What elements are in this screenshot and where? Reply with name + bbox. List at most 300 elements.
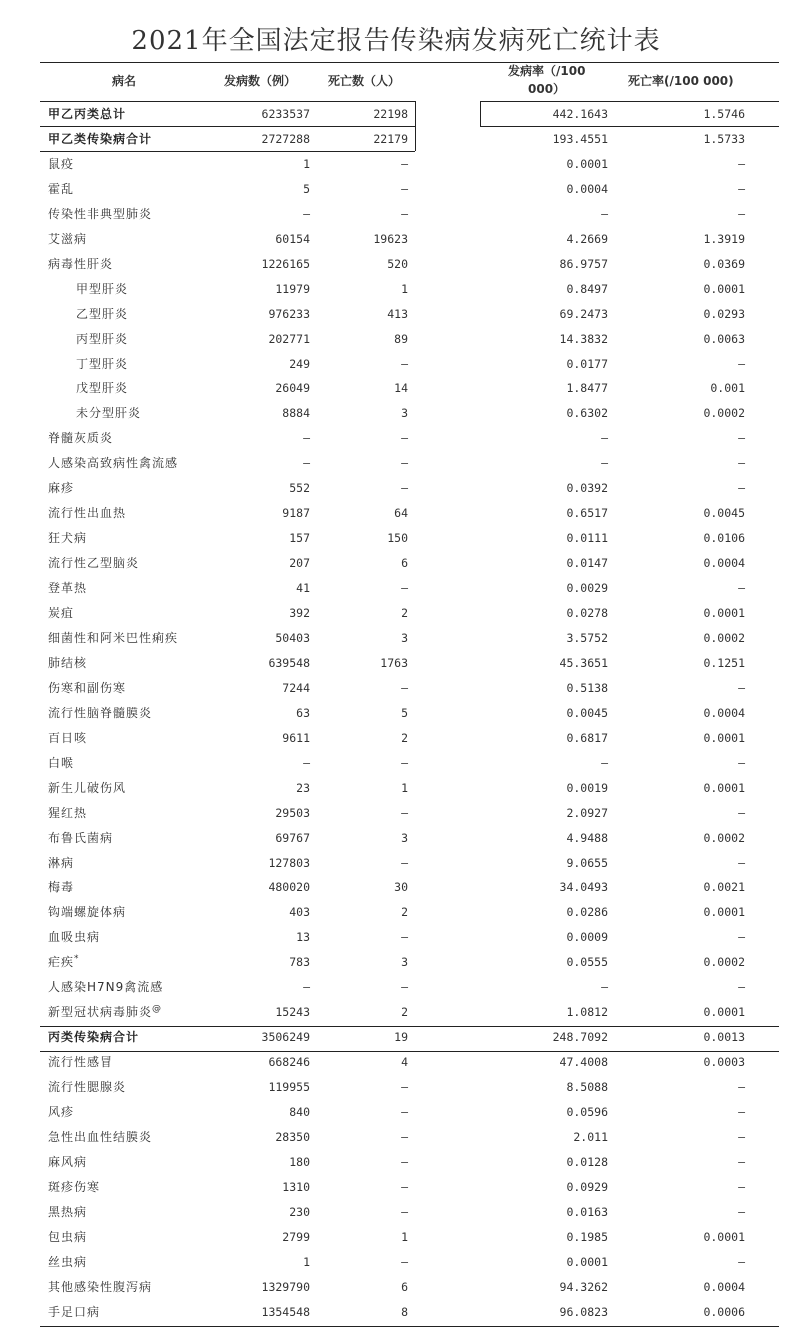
deaths-value: 1: [401, 282, 408, 296]
cases-value: 230: [289, 1205, 310, 1219]
table-row: [0, 102, 792, 127]
cases-value: –: [303, 456, 310, 470]
disease-name-text: 百日咳: [48, 731, 88, 745]
table-row: [0, 1225, 792, 1250]
deaths-value: 3: [401, 631, 408, 645]
cases-value: 207: [289, 556, 310, 570]
disease-name: [48, 1150, 87, 1175]
table-row: [0, 801, 792, 826]
table-row: [0, 826, 792, 851]
incidence-rate-value: 0.0045: [566, 706, 608, 720]
disease-name-text: 丙类传染病合计: [48, 1030, 140, 1044]
disease-name: [48, 726, 87, 751]
disease-name-text: 艾滋病: [48, 232, 88, 246]
death-rate-value: –: [738, 1155, 745, 1169]
disease-name: [48, 227, 87, 252]
incidence-rate-value: 0.0001: [566, 157, 608, 171]
death-rate-value: 0.0006: [703, 1305, 745, 1319]
deaths-value: –: [401, 182, 408, 196]
cases-value: 552: [289, 481, 310, 495]
deaths-value: 22198: [373, 107, 408, 121]
death-rate-value: 0.0002: [703, 955, 745, 969]
disease-name-text: 甲乙丙类总计: [48, 107, 127, 121]
death-rate-value: –: [738, 357, 745, 371]
death-rate-value: 0.001: [710, 381, 745, 395]
deaths-value: 4: [401, 1055, 408, 1069]
disease-name: [48, 426, 113, 451]
cases-value: 41: [296, 581, 310, 595]
cases-value: –: [303, 980, 310, 994]
deaths-value: 6: [401, 1280, 408, 1294]
deaths-value: –: [401, 157, 408, 171]
death-rate-value: –: [738, 1205, 745, 1219]
incidence-rate-value: 0.6517: [566, 506, 608, 520]
disease-name-text: 其他感染性腹泻病: [48, 1280, 153, 1294]
disease-name: [76, 376, 128, 401]
table-row: [0, 127, 792, 152]
incidence-rate-value: 0.0128: [566, 1155, 608, 1169]
deaths-value: 14: [394, 381, 408, 395]
table-top-rule: [40, 62, 779, 63]
cases-value: 2727288: [261, 132, 310, 146]
deaths-value: 22179: [373, 132, 408, 146]
deaths-value: –: [401, 1105, 408, 1119]
cases-value: 23: [296, 781, 310, 795]
table-row: [0, 302, 792, 327]
death-rate-value: 0.0002: [703, 631, 745, 645]
incidence-rate-value: 14.3832: [559, 332, 608, 346]
table-row: [0, 401, 792, 426]
disease-name: [48, 851, 74, 876]
disease-name-text: 包虫病: [48, 1230, 88, 1244]
incidence-rate-value: –: [601, 207, 608, 221]
disease-name-text: 黑热病: [48, 1205, 88, 1219]
incidence-rate-value: 1.0812: [566, 1005, 608, 1019]
disease-name-text: 伤寒和副伤寒: [48, 681, 127, 695]
disease-name: [48, 476, 74, 501]
disease-name-text: 炭疽: [48, 606, 75, 620]
death-rate-value: –: [738, 1080, 745, 1094]
incidence-rate-value: 45.3651: [559, 656, 608, 670]
table-row: [0, 1050, 792, 1075]
deaths-value: 19623: [373, 232, 408, 246]
disease-name: [48, 1025, 139, 1050]
disease-name: [48, 676, 126, 701]
incidence-rate-value: 4.2669: [566, 232, 608, 246]
incidence-rate-value: 47.4008: [559, 1055, 608, 1069]
cases-value: 180: [289, 1155, 310, 1169]
incidence-rate-value: 0.6817: [566, 731, 608, 745]
death-rate-value: 0.0001: [703, 1005, 745, 1019]
disease-name-text: 急性出血性结膜炎: [48, 1130, 153, 1144]
table-row: [0, 925, 792, 950]
footnote-mark: *: [74, 954, 80, 964]
disease-name: [48, 601, 74, 626]
cases-value: 28350: [275, 1130, 310, 1144]
incidence-rate-value: 8.5088: [566, 1080, 608, 1094]
death-rate-value: 0.0106: [703, 531, 745, 545]
disease-name: [48, 1300, 100, 1325]
disease-name: [48, 451, 178, 476]
table-row: [0, 576, 792, 601]
disease-name-text: 人感染H7N9禽流感: [48, 980, 164, 994]
disease-name-text: 细菌性和阿米巴性痢疾: [48, 631, 179, 645]
deaths-value: 2: [401, 731, 408, 745]
deaths-value: 1: [401, 781, 408, 795]
table-row: [0, 526, 792, 551]
incidence-rate-value: 0.0392: [566, 481, 608, 495]
deaths-value: –: [401, 1205, 408, 1219]
incidence-rate-value: 0.0929: [566, 1180, 608, 1194]
death-rate-value: –: [738, 456, 745, 470]
disease-name-text: 脊髓灰质炎: [48, 431, 114, 445]
deaths-value: 8: [401, 1305, 408, 1319]
incidence-rate-value: 0.0001: [566, 1255, 608, 1269]
disease-name-text: 丙型肝炎: [76, 332, 129, 346]
cases-value: 392: [289, 606, 310, 620]
cases-value: 29503: [275, 806, 310, 820]
death-rate-value: 0.0063: [703, 332, 745, 346]
disease-name: [48, 1225, 87, 1250]
cases-value: 1: [303, 157, 310, 171]
death-rate-value: 0.0002: [703, 406, 745, 420]
death-rate-value: 1.5746: [703, 107, 745, 121]
cases-value: 1354548: [261, 1305, 310, 1319]
cases-value: 7244: [282, 681, 310, 695]
incidence-rate-value: 3.5752: [566, 631, 608, 645]
table-row: [0, 376, 792, 401]
death-rate-value: 0.0013: [703, 1030, 745, 1044]
incidence-rate-value: 0.5138: [566, 681, 608, 695]
table-row: [0, 1200, 792, 1225]
disease-name-text: 登革热: [48, 581, 88, 595]
page-title: 2021年全国法定报告传染病发病死亡统计表: [131, 26, 661, 56]
cases-value: 119955: [268, 1080, 310, 1094]
disease-name-text: 流行性脑脊髓膜炎: [48, 706, 153, 720]
disease-name: [48, 1275, 152, 1300]
disease-name-text: 疟疾: [48, 955, 75, 969]
deaths-value: 520: [387, 257, 408, 271]
table-row: [0, 950, 792, 975]
disease-name-text: 钩端螺旋体病: [48, 905, 127, 919]
disease-name: [48, 1100, 74, 1125]
cases-value: –: [303, 431, 310, 445]
incidence-rate-value: 0.6302: [566, 406, 608, 420]
disease-name: [48, 127, 152, 152]
disease-name: [48, 501, 126, 526]
disease-name: [48, 1175, 100, 1200]
cases-value: 5: [303, 182, 310, 196]
table-row: [0, 1300, 792, 1325]
disease-name-text: 人感染高致病性禽流感: [48, 456, 179, 470]
death-rate-value: –: [738, 207, 745, 221]
incidence-rate-value: 0.0163: [566, 1205, 608, 1219]
disease-name: [48, 202, 152, 227]
disease-name-text: 病毒性肝炎: [48, 257, 114, 271]
incidence-rate-value: 34.0493: [559, 880, 608, 894]
deaths-value: –: [401, 681, 408, 695]
incidence-rate-value: 0.0019: [566, 781, 608, 795]
header-name: 病名: [112, 74, 137, 88]
disease-name-text: 手足口病: [48, 1305, 101, 1319]
cases-value: 127803: [268, 856, 310, 870]
incidence-rate-value: 0.1985: [566, 1230, 608, 1244]
death-rate-value: 1.5733: [703, 132, 745, 146]
death-rate-value: 0.0001: [703, 905, 745, 919]
table-row: [0, 1000, 792, 1025]
cases-value: 50403: [275, 631, 310, 645]
deaths-value: –: [401, 1255, 408, 1269]
disease-name: [48, 900, 126, 925]
death-rate-value: –: [738, 930, 745, 944]
disease-name: [48, 152, 74, 177]
disease-name: [76, 302, 128, 327]
death-rate-value: 0.0045: [703, 506, 745, 520]
cases-value: 9611: [282, 731, 310, 745]
table-row: [0, 277, 792, 302]
cases-value: 202771: [268, 332, 310, 346]
cases-value: –: [303, 756, 310, 770]
deaths-value: 1763: [380, 656, 408, 670]
incidence-rate-value: –: [601, 456, 608, 470]
incidence-rate-value: 0.0029: [566, 581, 608, 595]
incidence-rate-value: 0.0596: [566, 1105, 608, 1119]
disease-name: [48, 626, 178, 651]
table-row: [0, 701, 792, 726]
incidence-rate-value: –: [601, 431, 608, 445]
disease-name-text: 丝虫病: [48, 1255, 88, 1269]
cases-value: 8884: [282, 406, 310, 420]
incidence-rate-value: 1.8477: [566, 381, 608, 395]
table-row: [0, 227, 792, 252]
deaths-value: –: [401, 1130, 408, 1144]
table-row: [0, 900, 792, 925]
table-row: [0, 676, 792, 701]
cases-value: 639548: [268, 656, 310, 670]
table-row: [0, 1275, 792, 1300]
deaths-value: –: [401, 1180, 408, 1194]
deaths-value: –: [401, 980, 408, 994]
disease-name-text: 麻风病: [48, 1155, 88, 1169]
cases-value: 63: [296, 706, 310, 720]
incidence-rate-value: –: [601, 980, 608, 994]
incidence-rate-value: 0.0009: [566, 930, 608, 944]
footnote-mark: @: [152, 1004, 163, 1014]
death-rate-value: 0.0004: [703, 556, 745, 570]
disease-name-text: 猩红热: [48, 806, 88, 820]
death-rate-value: 1.3919: [703, 232, 745, 246]
disease-name-text: 霍乱: [48, 182, 75, 196]
cases-value: 60154: [275, 232, 310, 246]
incidence-rate-value: 69.2473: [559, 307, 608, 321]
disease-name: [76, 327, 128, 352]
deaths-value: 19: [394, 1030, 408, 1044]
disease-name-text: 鼠疫: [48, 157, 75, 171]
death-rate-value: 0.0002: [703, 831, 745, 845]
disease-name-text: 丁型肝炎: [76, 357, 129, 371]
disease-name-text: 流行性出血热: [48, 506, 127, 520]
deaths-value: 3: [401, 406, 408, 420]
disease-name-text: 甲型肝炎: [76, 282, 129, 296]
deaths-value: –: [401, 357, 408, 371]
cases-value: 783: [289, 955, 310, 969]
deaths-value: 64: [394, 506, 408, 520]
disease-name: [48, 1000, 162, 1025]
death-rate-value: –: [738, 1130, 745, 1144]
table-row: [0, 327, 792, 352]
table-row: [0, 202, 792, 227]
table-row: [0, 426, 792, 451]
disease-name: [48, 925, 100, 950]
disease-name: [76, 277, 128, 302]
disease-name-text: 流行性乙型脑炎: [48, 556, 140, 570]
disease-name: [48, 776, 126, 801]
deaths-value: 150: [387, 531, 408, 545]
incidence-rate-value: 442.1643: [552, 107, 608, 121]
table-row: [0, 751, 792, 776]
table-row: [0, 501, 792, 526]
cases-value: 15243: [275, 1005, 310, 1019]
deaths-value: 413: [387, 307, 408, 321]
incidence-rate-value: 0.0555: [566, 955, 608, 969]
cases-value: 249: [289, 357, 310, 371]
deaths-value: –: [401, 456, 408, 470]
disease-name-text: 新型冠状病毒肺炎: [48, 1005, 153, 1019]
incidence-rate-value: 0.0286: [566, 905, 608, 919]
cases-value: 1226165: [261, 257, 310, 271]
cases-value: 26049: [275, 381, 310, 395]
incidence-rate-value: 9.0655: [566, 856, 608, 870]
deaths-value: –: [401, 481, 408, 495]
cases-value: 157: [289, 531, 310, 545]
disease-name: [48, 102, 126, 127]
disease-name: [76, 401, 141, 426]
death-rate-value: –: [738, 481, 745, 495]
death-rate-value: –: [738, 980, 745, 994]
disease-name-text: 麻疹: [48, 481, 75, 495]
disease-name-text: 白喉: [48, 756, 75, 770]
table-row: [0, 601, 792, 626]
disease-name: [48, 551, 139, 576]
disease-name-text: 斑疹伤寒: [48, 1180, 101, 1194]
death-rate-value: –: [738, 681, 745, 695]
incidence-rate-value: 0.0147: [566, 556, 608, 570]
deaths-value: –: [401, 756, 408, 770]
deaths-value: –: [401, 1155, 408, 1169]
cases-value: 480020: [268, 880, 310, 894]
disease-name: [48, 826, 113, 851]
table-row: [0, 1150, 792, 1175]
death-rate-value: 0.0001: [703, 282, 745, 296]
cases-value: 2799: [282, 1230, 310, 1244]
disease-name-text: 戊型肝炎: [76, 381, 129, 395]
deaths-value: –: [401, 930, 408, 944]
disease-name: [48, 875, 74, 900]
incidence-rate-value: 193.4551: [552, 132, 608, 146]
header-incidence-rate: [508, 62, 585, 98]
death-rate-value: –: [738, 581, 745, 595]
header-death-rate: 死亡率(/100 000): [628, 74, 734, 88]
incidence-rate-value: 248.7092: [552, 1030, 608, 1044]
disease-name-text: 新生儿破伤风: [48, 781, 127, 795]
cases-value: 1329790: [261, 1280, 310, 1294]
disease-name-text: 血吸虫病: [48, 930, 101, 944]
cases-value: 6233537: [261, 107, 310, 121]
table-row: [0, 1175, 792, 1200]
death-rate-value: –: [738, 431, 745, 445]
death-rate-value: –: [738, 806, 745, 820]
deaths-value: 30: [394, 880, 408, 894]
death-rate-value: –: [738, 856, 745, 870]
incidence-rate-value: 2.011: [573, 1130, 608, 1144]
table-row: [0, 352, 792, 377]
deaths-value: 3: [401, 831, 408, 845]
header-incidence-rate-line2: 000）: [528, 82, 566, 96]
table-row: [0, 875, 792, 900]
table-row: [0, 451, 792, 476]
disease-name-text: 风疹: [48, 1105, 75, 1119]
deaths-value: 6: [401, 556, 408, 570]
table-row: [0, 177, 792, 202]
disease-name: [48, 801, 87, 826]
deaths-value: –: [401, 1080, 408, 1094]
death-rate-value: 0.0004: [703, 1280, 745, 1294]
incidence-rate-value: 96.0823: [559, 1305, 608, 1319]
death-rate-value: 0.0293: [703, 307, 745, 321]
death-rate-value: 0.0003: [703, 1055, 745, 1069]
death-rate-value: 0.0369: [703, 257, 745, 271]
disease-name-text: 肺结核: [48, 656, 88, 670]
table-row: [0, 1100, 792, 1125]
disease-name: [48, 1200, 87, 1225]
disease-name-text: 梅毒: [48, 880, 75, 894]
cases-value: 1310: [282, 1180, 310, 1194]
death-rate-value: 0.0001: [703, 606, 745, 620]
table-row: [0, 726, 792, 751]
table-row: [0, 651, 792, 676]
death-rate-value: 0.0001: [703, 731, 745, 745]
death-rate-value: –: [738, 182, 745, 196]
deaths-value: 2: [401, 905, 408, 919]
cases-value: 13: [296, 930, 310, 944]
disease-name: [48, 701, 152, 726]
disease-name: [48, 252, 113, 277]
disease-name: [48, 950, 80, 975]
deaths-value: 2: [401, 1005, 408, 1019]
header-cases: 发病数（例）: [224, 74, 297, 88]
table-row: [0, 476, 792, 501]
disease-name: [48, 1125, 152, 1150]
disease-name-text: 淋病: [48, 856, 75, 870]
disease-name-text: 流行性感冒: [48, 1055, 114, 1069]
deaths-value: –: [401, 207, 408, 221]
disease-name-text: 传染性非典型肺炎: [48, 207, 153, 221]
incidence-rate-value: 4.9488: [566, 831, 608, 845]
cases-value: 9187: [282, 506, 310, 520]
cases-value: 69767: [275, 831, 310, 845]
death-rate-value: –: [738, 157, 745, 171]
death-rate-value: –: [738, 756, 745, 770]
death-rate-value: 0.0021: [703, 880, 745, 894]
deaths-value: 2: [401, 606, 408, 620]
death-rate-value: –: [738, 1255, 745, 1269]
disease-name-text: 甲乙类传染病合计: [48, 132, 153, 146]
cases-value: 403: [289, 905, 310, 919]
deaths-value: –: [401, 431, 408, 445]
table-row: [0, 152, 792, 177]
cases-value: 1: [303, 1255, 310, 1269]
deaths-value: 5: [401, 706, 408, 720]
